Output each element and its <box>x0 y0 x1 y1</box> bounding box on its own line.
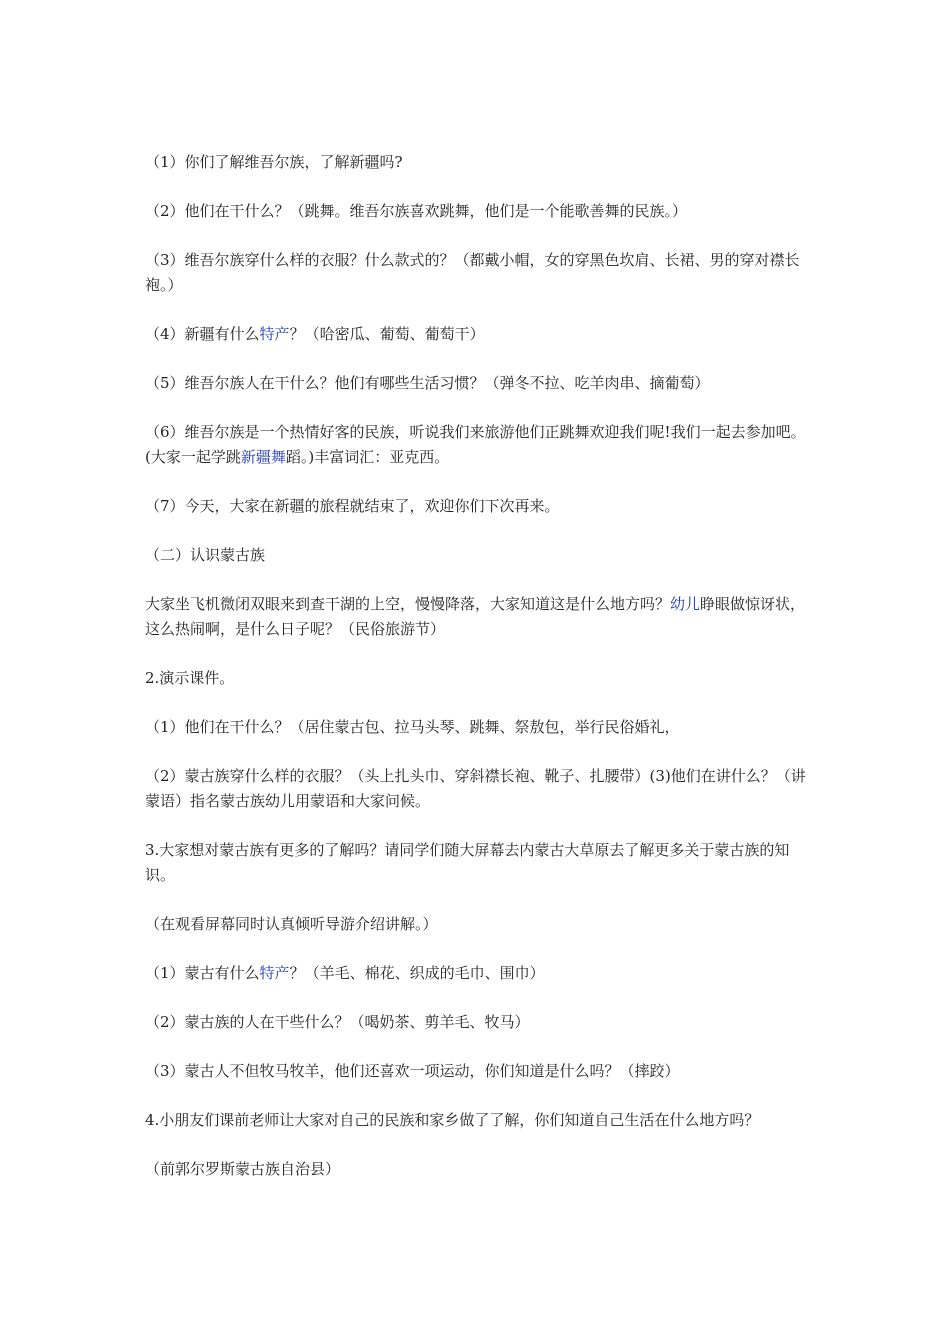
paragraph <box>145 1108 810 1133</box>
paragraph-text: （4）新疆有什么 <box>145 325 260 343</box>
paragraph-text: ？（哈密瓜、葡萄、葡萄干） <box>289 325 485 343</box>
paragraph <box>145 1010 810 1035</box>
paragraph <box>145 592 810 642</box>
paragraph-text: （1）他们在干什么？（居住蒙古包、拉马头琴、跳舞、祭敖包，举行民俗婚礼， <box>145 718 680 736</box>
paragraph <box>145 764 810 814</box>
paragraph <box>145 666 810 691</box>
keyword-link[interactable]: 特产 <box>259 964 290 982</box>
paragraph <box>145 912 810 937</box>
paragraph-text: （2）蒙古族的人在干些什么？（喝奶茶、剪羊毛、牧马） <box>145 1013 530 1031</box>
paragraph-text: 4.小朋友们课前老师让大家对自己的民族和家乡做了了解，你们知道自己生活在什么地方吗？ <box>145 1111 760 1129</box>
keyword-link[interactable]: 幼儿 <box>670 595 701 613</box>
paragraph-text: （3）维吾尔族穿什么样的衣服？什么款式的？（都戴小帽，女的穿黑色坎肩、长裙、男的穿对襟长袍。） <box>145 251 800 294</box>
paragraph <box>145 371 810 396</box>
paragraph-text: （7）今天，大家在新疆的旅程就结束了，欢迎你们下次再来。 <box>145 497 560 515</box>
paragraph-text: （3）蒙古人不但牧马牧羊，他们还喜欢一项运动，你们知道是什么吗？（摔跤） <box>145 1062 680 1080</box>
paragraph-text: 大家坐飞机微闭双眼来到查干湖的上空，慢慢降落，大家知道这是什么地方吗？ <box>145 595 671 613</box>
keyword-link[interactable]: 新疆舞 <box>240 448 286 466</box>
paragraph-text: （在观看屏幕同时认真倾听导游介绍讲解。） <box>145 915 438 933</box>
paragraph-text: （前郭尔罗斯蒙古族自治县） <box>145 1160 341 1178</box>
paragraph <box>145 150 810 175</box>
paragraph <box>145 715 810 740</box>
paragraph-text: 蹈。)丰富词汇：亚克西。 <box>285 448 450 466</box>
paragraph <box>145 322 810 347</box>
paragraph-text: （二）认识蒙古族 <box>145 546 266 564</box>
paragraph <box>145 961 810 986</box>
paragraph-text: 2.演示课件。 <box>145 669 235 687</box>
paragraph <box>145 494 810 519</box>
paragraph <box>145 248 810 298</box>
paragraph-text: （6）维吾尔族是一个热情好客的民族，听说我们来旅游他们正跳舞欢迎我们呢!我们一起去参加吧。(大家一起学跳 <box>145 423 806 466</box>
paragraph <box>145 199 810 224</box>
paragraph-text: 睁眼做惊讶状，这么热闹啊，是什么日子呢？（民俗旅游节） <box>145 595 806 638</box>
document-body <box>145 150 810 1206</box>
paragraph <box>145 543 810 568</box>
paragraph-text: （2）蒙古族穿什么样的衣服？（头上扎头巾、穿斜襟长袍、靴子、扎腰带）(3)他们在讲什么？（讲蒙语）指名蒙古族幼儿用蒙语和大家问候。 <box>145 767 806 810</box>
paragraph-text: ？（羊毛、棉花、织成的毛巾、围巾） <box>289 964 545 982</box>
paragraph-text: （5）维吾尔族人在干什么？他们有哪些生活习惯？（弹冬不拉、吃羊肉串、摘葡萄） <box>145 374 710 392</box>
paragraph-text: 3.大家想对蒙古族有更多的了解吗？请同学们随大屏幕去内蒙古大草原去了解更多关于蒙古族的知识。 <box>145 841 790 884</box>
paragraph-text: （1）蒙古有什么 <box>145 964 260 982</box>
paragraph <box>145 1059 810 1084</box>
keyword-link[interactable]: 特产 <box>259 325 290 343</box>
paragraph-text: （1）你们了解维吾尔族，了解新疆吗? <box>145 153 403 171</box>
paragraph <box>145 838 810 888</box>
paragraph <box>145 420 810 470</box>
paragraph-text: （2）他们在干什么？（跳舞。维吾尔族喜欢跳舞，他们是一个能歌善舞的民族。） <box>145 202 688 220</box>
paragraph <box>145 1157 810 1182</box>
